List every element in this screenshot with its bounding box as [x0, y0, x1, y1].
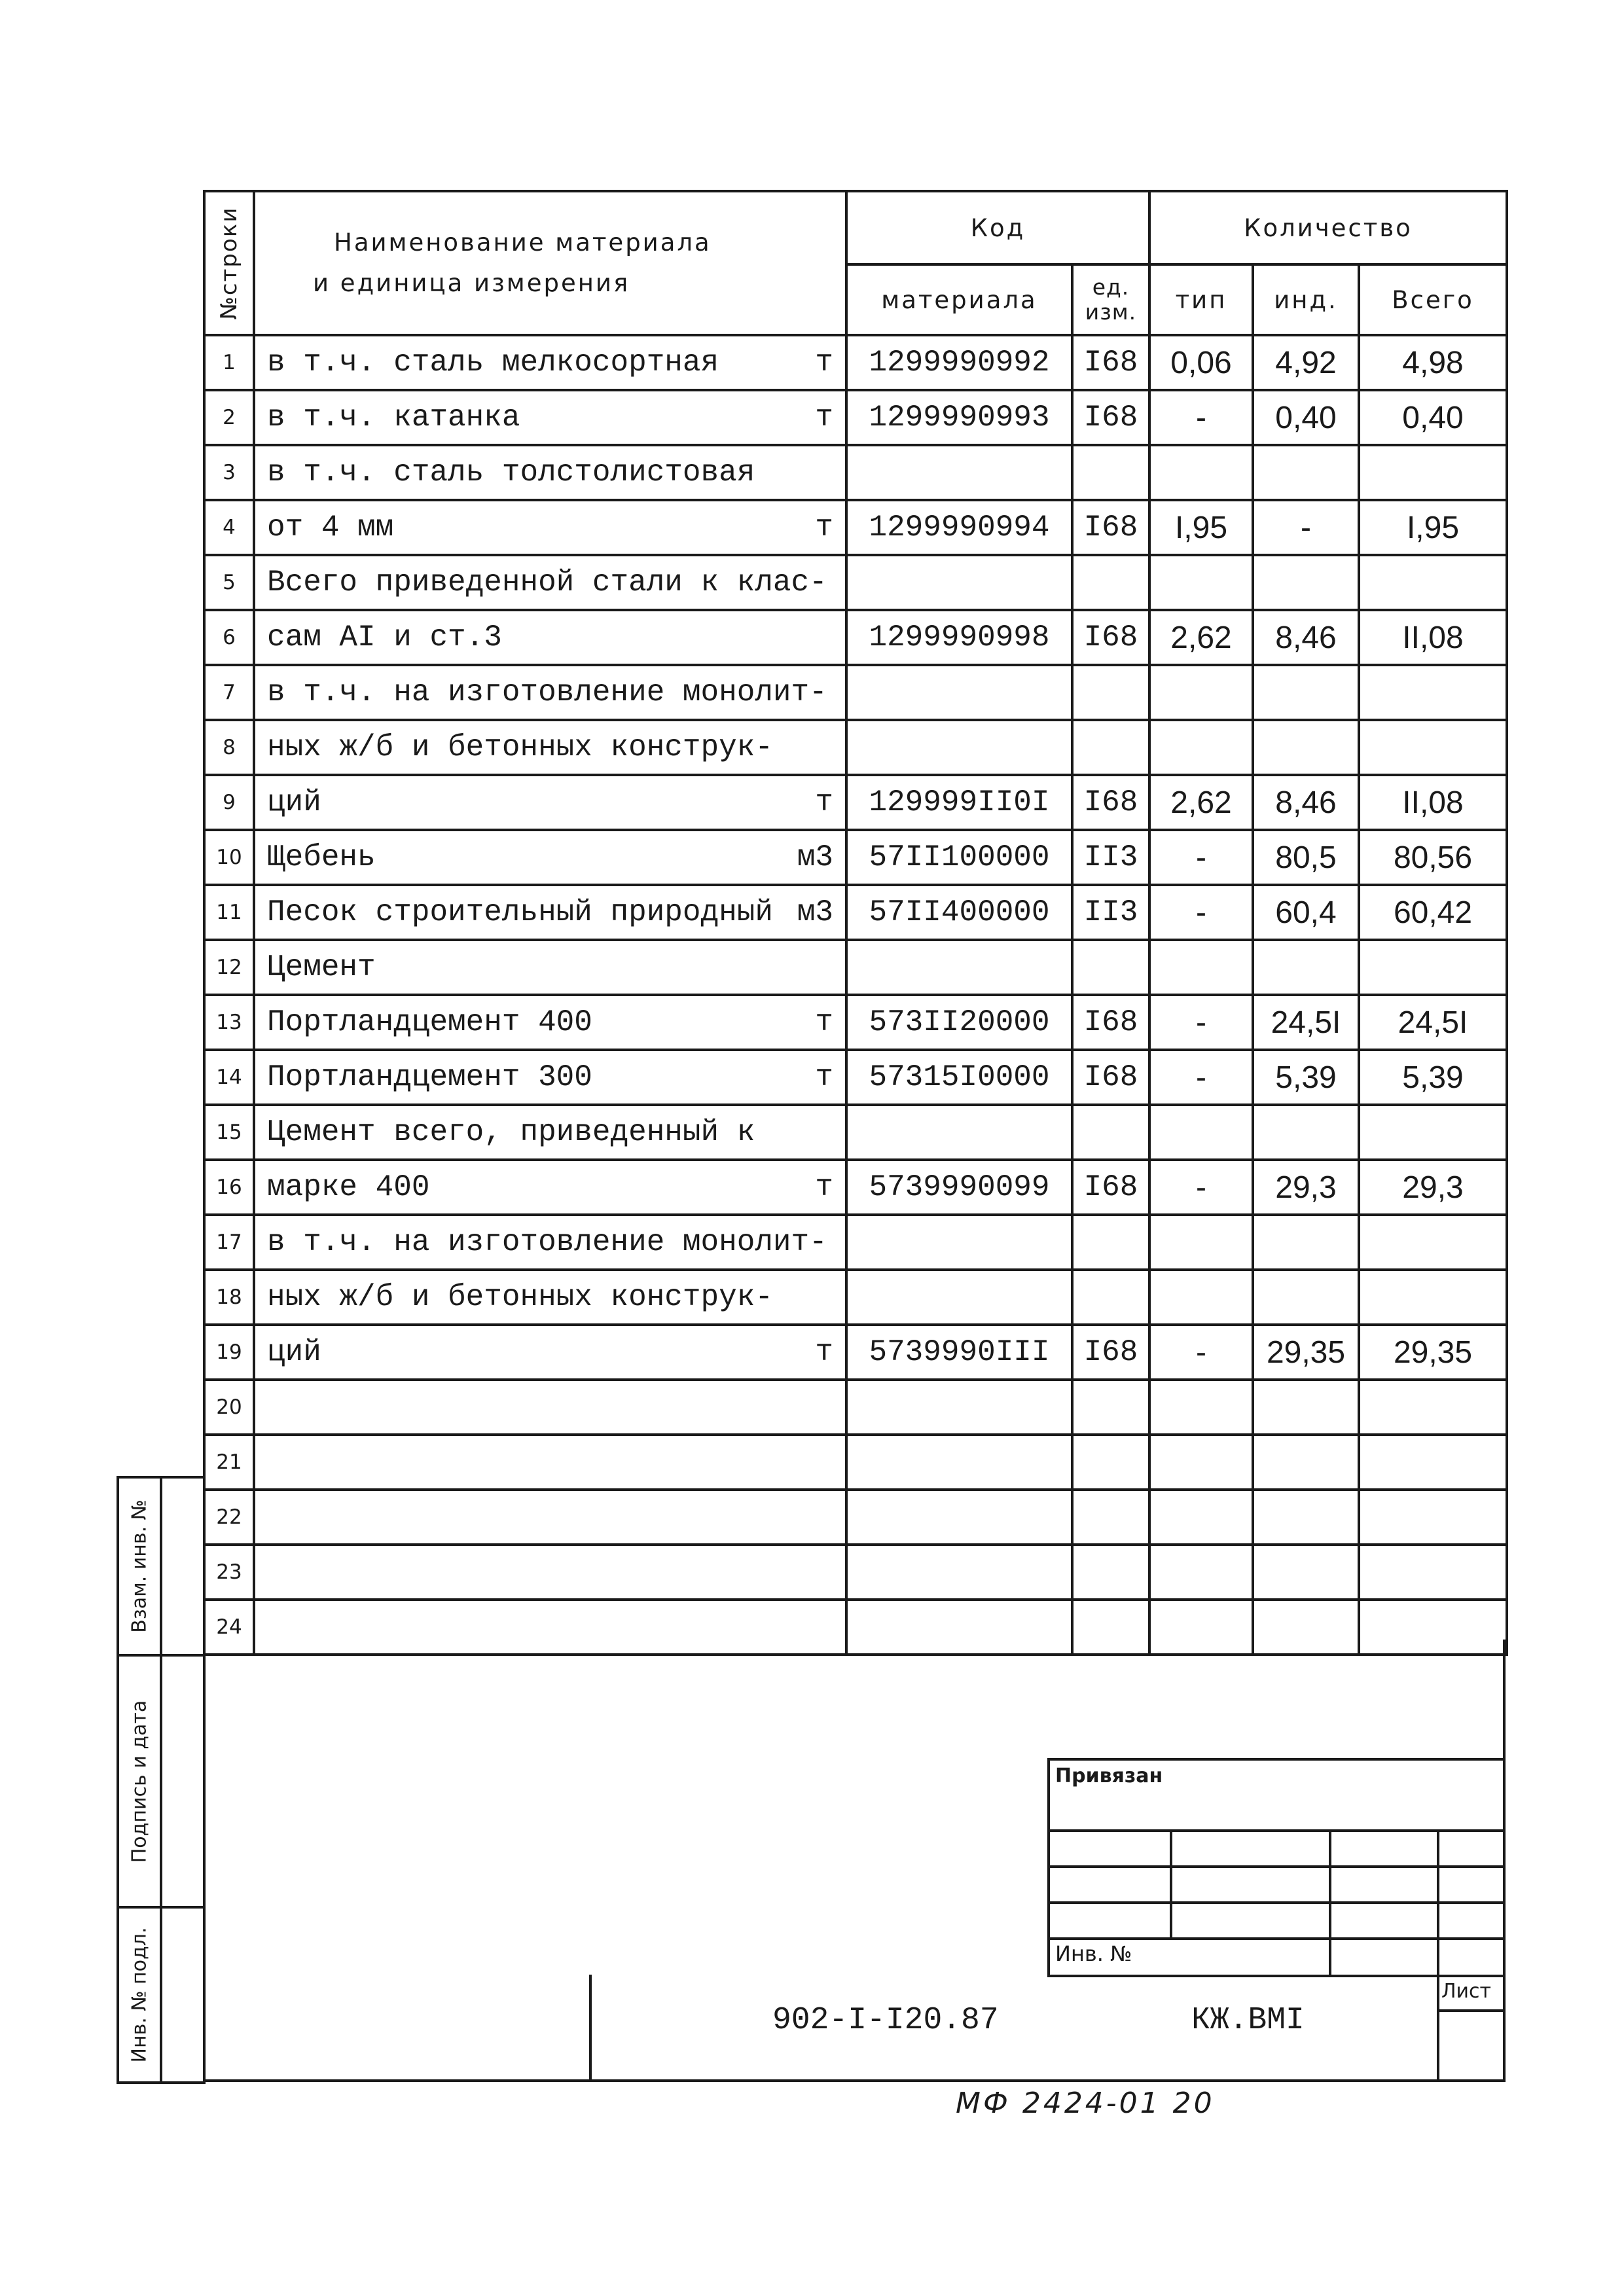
- unit-code: I68: [1072, 1160, 1149, 1215]
- material-name-text: ных ж/б и бетонных конструк-: [267, 1280, 773, 1314]
- qty-ind: [1253, 1600, 1359, 1655]
- unit-code: [1072, 1600, 1149, 1655]
- table-row: [204, 720, 1507, 775]
- material-name: [254, 1490, 846, 1545]
- qty-type: -: [1149, 1160, 1253, 1215]
- unit-letter: м3: [797, 895, 833, 929]
- qty-ind: 8,46: [1253, 775, 1359, 830]
- material-code: [846, 1215, 1072, 1270]
- table-row: [204, 335, 1507, 390]
- material-code: [846, 1545, 1072, 1600]
- material-name: [254, 995, 846, 1050]
- material-code: [846, 940, 1072, 995]
- unit-code: [1072, 1490, 1149, 1545]
- side-label-cell: [118, 1655, 161, 1907]
- unit-letter: т: [815, 1005, 833, 1039]
- material-name: [254, 830, 846, 885]
- qty-total: 5,39: [1359, 1050, 1507, 1105]
- unit-header: ед. изм.: [1072, 264, 1149, 335]
- qty-ind: 29,35: [1253, 1325, 1359, 1380]
- unit-code: I68: [1072, 390, 1149, 445]
- material-code: 57II100000: [846, 830, 1072, 885]
- qty-total: 24,5I: [1359, 995, 1507, 1050]
- ind-qty-header: инд.: [1253, 264, 1359, 335]
- qty-total: II,08: [1359, 610, 1507, 665]
- material-name-header: Наименование материала и единица измерения: [254, 191, 846, 335]
- unit-code: [1072, 1105, 1149, 1160]
- material-code: [846, 720, 1072, 775]
- row-number: 8: [204, 720, 254, 775]
- total-qty-header: Всего: [1359, 264, 1507, 335]
- row-number: 19: [204, 1325, 254, 1380]
- table-row: [204, 1160, 1507, 1215]
- qty-total: I,95: [1359, 500, 1507, 555]
- qty-type: 0,06: [1149, 335, 1253, 390]
- qty-type: 2,62: [1149, 775, 1253, 830]
- row-number: 22: [204, 1490, 254, 1545]
- stamp-grid-line: [1437, 1975, 1439, 2081]
- material-code-header: материала: [846, 264, 1072, 335]
- material-name: [254, 665, 846, 720]
- unit-code: [1072, 555, 1149, 610]
- row-number: 5: [204, 555, 254, 610]
- unit-letter: т: [815, 1170, 833, 1204]
- material-name-text: марке 400: [267, 1170, 430, 1204]
- qty-total: [1359, 445, 1507, 500]
- material-code: [846, 1105, 1072, 1160]
- unit-code: I68: [1072, 1050, 1149, 1105]
- qty-ind: [1253, 940, 1359, 995]
- material-name-text: Портландцемент 400: [267, 1005, 592, 1039]
- row-number: 17: [204, 1215, 254, 1270]
- material-name: [254, 1050, 846, 1105]
- qty-total: [1359, 1380, 1507, 1435]
- qty-total: [1359, 1545, 1507, 1600]
- unit-code: [1072, 1545, 1149, 1600]
- row-number: 16: [204, 1160, 254, 1215]
- material-name: [254, 1600, 846, 1655]
- row-number-header: №строки: [204, 191, 254, 335]
- side-value-cell: [161, 1477, 204, 1655]
- table-row: [204, 775, 1507, 830]
- stamp-grid-line: [1437, 1831, 1439, 1977]
- table-row: [204, 1545, 1507, 1600]
- row-number: 12: [204, 940, 254, 995]
- material-name-text: ций: [267, 785, 321, 819]
- table-row: [204, 1270, 1507, 1325]
- material-name-text: сам AI и ст.3: [267, 620, 502, 655]
- unit-code: I68: [1072, 500, 1149, 555]
- qty-total: [1359, 665, 1507, 720]
- qty-ind: 29,3: [1253, 1160, 1359, 1215]
- qty-ind: 8,46: [1253, 610, 1359, 665]
- table-row: [204, 1050, 1507, 1105]
- row-number: 1: [204, 335, 254, 390]
- qty-type: [1149, 1490, 1253, 1545]
- qty-type: [1149, 1600, 1253, 1655]
- row-number: 10: [204, 830, 254, 885]
- unit-letter: т: [815, 1060, 833, 1094]
- unit-letter: т: [815, 401, 833, 435]
- row-number: 9: [204, 775, 254, 830]
- code-header: Код: [846, 191, 1149, 264]
- material-name-text: Песок строительный природный: [267, 895, 773, 929]
- qty-type: I,95: [1149, 500, 1253, 555]
- unit-code: I68: [1072, 1325, 1149, 1380]
- qty-ind: [1253, 555, 1359, 610]
- table-row: [204, 1600, 1507, 1655]
- unit-letter: т: [815, 785, 833, 819]
- material-name-text: в т.ч. сталь мелкосортная: [267, 346, 719, 380]
- material-code: 57II400000: [846, 885, 1072, 940]
- material-code: [846, 665, 1072, 720]
- qty-ind: 24,5I: [1253, 995, 1359, 1050]
- qty-type: -: [1149, 830, 1253, 885]
- unit-code: II3: [1072, 885, 1149, 940]
- qty-type: -: [1149, 390, 1253, 445]
- unit-code: I68: [1072, 610, 1149, 665]
- side-label-cell: [118, 1907, 161, 2083]
- qty-type: [1149, 1380, 1253, 1435]
- material-name: [254, 720, 846, 775]
- table-row: [204, 1435, 1507, 1490]
- qty-total: 60,42: [1359, 885, 1507, 940]
- qty-type: [1149, 665, 1253, 720]
- table-row: [204, 610, 1507, 665]
- qty-ind: [1253, 1545, 1359, 1600]
- qty-ind: 80,5: [1253, 830, 1359, 885]
- material-name: [254, 1435, 846, 1490]
- material-name: [254, 390, 846, 445]
- inventory-number-label: Инв. №: [1055, 1941, 1132, 1966]
- material-code: 573II20000: [846, 995, 1072, 1050]
- material-name: [254, 775, 846, 830]
- material-code: 1299990994: [846, 500, 1072, 555]
- side-value-cell: [161, 1907, 204, 2083]
- row-number: 6: [204, 610, 254, 665]
- material-code: 1299990998: [846, 610, 1072, 665]
- qty-type: [1149, 720, 1253, 775]
- row-number: 23: [204, 1545, 254, 1600]
- material-code: [846, 1490, 1072, 1545]
- unit-code: [1072, 665, 1149, 720]
- row-number: 2: [204, 390, 254, 445]
- qty-ind: [1253, 1490, 1359, 1545]
- qty-ind: -: [1253, 500, 1359, 555]
- row-number: 11: [204, 885, 254, 940]
- stamp-grid-line: [1329, 1831, 1331, 1977]
- material-name: [254, 885, 846, 940]
- qty-total: [1359, 1215, 1507, 1270]
- table-row: [204, 830, 1507, 885]
- table-row: [204, 500, 1507, 555]
- material-name: [254, 1380, 846, 1435]
- unit-letter: т: [815, 346, 833, 380]
- qty-total: 0,40: [1359, 390, 1507, 445]
- stamp-grid-line: [1047, 1758, 1506, 1761]
- qty-ind: 0,40: [1253, 390, 1359, 445]
- unit-code: [1072, 940, 1149, 995]
- table-row: [204, 1490, 1507, 1545]
- qty-total: [1359, 720, 1507, 775]
- unit-letter: т: [815, 1335, 833, 1369]
- qty-type: [1149, 445, 1253, 500]
- stamp-grid-line: [1170, 1831, 1172, 1939]
- material-name-text: Цемент всего, приведенный к: [267, 1115, 755, 1149]
- document-mark: КЖ.ВМI: [1191, 2003, 1305, 2038]
- unit-code: II3: [1072, 830, 1149, 885]
- table-row: [204, 665, 1507, 720]
- unit-code: [1072, 720, 1149, 775]
- quantity-header: Количество: [1149, 191, 1507, 264]
- material-code: [846, 1600, 1072, 1655]
- materials-table: [203, 190, 1508, 1656]
- material-code: [846, 1270, 1072, 1325]
- qty-type: -: [1149, 995, 1253, 1050]
- table-row: [204, 995, 1507, 1050]
- material-name: [254, 1215, 846, 1270]
- frame-right-border: [1503, 1640, 1506, 2081]
- material-name: [254, 1105, 846, 1160]
- qty-type: [1149, 555, 1253, 610]
- material-name-text: Портландцемент 300: [267, 1060, 592, 1094]
- row-number: 24: [204, 1600, 254, 1655]
- signature-date-label: Подпись и дата: [128, 1700, 151, 1863]
- unit-code: I68: [1072, 775, 1149, 830]
- table-row: [204, 1105, 1507, 1160]
- qty-ind: [1253, 665, 1359, 720]
- qty-total: II,08: [1359, 775, 1507, 830]
- qty-total: 80,56: [1359, 830, 1507, 885]
- material-name-text: Всего приведенной стали к клас-: [267, 565, 827, 600]
- qty-total: [1359, 1490, 1507, 1545]
- unit-code: I68: [1072, 995, 1149, 1050]
- qty-type: [1149, 1105, 1253, 1160]
- material-name-text: ных ж/б и бетонных конструк-: [267, 730, 773, 764]
- side-value-cell: [161, 1655, 204, 1907]
- row-number: 18: [204, 1270, 254, 1325]
- material-name-text: в т.ч. сталь толстолистовая: [267, 456, 755, 490]
- material-code: [846, 555, 1072, 610]
- unit-code: I68: [1072, 335, 1149, 390]
- qty-ind: 5,39: [1253, 1050, 1359, 1105]
- qty-ind: [1253, 1105, 1359, 1160]
- material-code: 1299990992: [846, 335, 1072, 390]
- material-name: [254, 500, 846, 555]
- qty-total: [1359, 1435, 1507, 1490]
- qty-ind: [1253, 445, 1359, 500]
- side-approval-strip: [117, 1476, 206, 2084]
- material-name: [254, 445, 846, 500]
- material-name-text: Щебень: [267, 840, 376, 874]
- material-code: 5739990099: [846, 1160, 1072, 1215]
- unit-code: [1072, 1380, 1149, 1435]
- stamp-grid-line: [589, 1975, 592, 2081]
- footer-note: МФ 2424-01 20: [956, 2087, 1215, 2120]
- qty-type: -: [1149, 885, 1253, 940]
- qty-total: [1359, 1270, 1507, 1325]
- material-name: [254, 610, 846, 665]
- unit-code: [1072, 1270, 1149, 1325]
- material-name: [254, 555, 846, 610]
- row-number: 13: [204, 995, 254, 1050]
- sheet-label: Лист: [1441, 1980, 1492, 2003]
- qty-type: [1149, 1435, 1253, 1490]
- material-name: [254, 1270, 846, 1325]
- row-number: 14: [204, 1050, 254, 1105]
- material-code: 5739990III: [846, 1325, 1072, 1380]
- qty-total: [1359, 1105, 1507, 1160]
- material-code: [846, 1380, 1072, 1435]
- unit-letter: м3: [797, 840, 833, 874]
- material-name-text: Цемент: [267, 950, 376, 984]
- unit-code: [1072, 1215, 1149, 1270]
- material-name: [254, 1325, 846, 1380]
- qty-total: 4,98: [1359, 335, 1507, 390]
- qty-type: -: [1149, 1325, 1253, 1380]
- type-qty-header: тип: [1149, 264, 1253, 335]
- qty-total: 29,3: [1359, 1160, 1507, 1215]
- qty-type: [1149, 1215, 1253, 1270]
- row-number: 21: [204, 1435, 254, 1490]
- table-row: [204, 390, 1507, 445]
- qty-ind: 4,92: [1253, 335, 1359, 390]
- material-name: [254, 940, 846, 995]
- substitute-inv-label: Взам. инв. №: [128, 1499, 151, 1633]
- unit-code: [1072, 445, 1149, 500]
- document-code: 902-I-I20.87: [772, 2003, 999, 2038]
- unit-code: [1072, 1435, 1149, 1490]
- material-code: 129999II0I: [846, 775, 1072, 830]
- qty-ind: 60,4: [1253, 885, 1359, 940]
- bound-label: Привязан: [1055, 1765, 1163, 1787]
- material-code: [846, 1435, 1072, 1490]
- row-number: 3: [204, 445, 254, 500]
- material-name: [254, 335, 846, 390]
- qty-type: [1149, 1270, 1253, 1325]
- qty-ind: [1253, 720, 1359, 775]
- row-number: 15: [204, 1105, 254, 1160]
- material-name: [254, 1545, 846, 1600]
- table-row: [204, 885, 1507, 940]
- material-code: 57315I0000: [846, 1050, 1072, 1105]
- stamp-grid-line: [1437, 2009, 1506, 2012]
- qty-total: [1359, 555, 1507, 610]
- row-number: 7: [204, 665, 254, 720]
- qty-type: -: [1149, 1050, 1253, 1105]
- table-row: [204, 1325, 1507, 1380]
- unit-letter: т: [815, 511, 833, 545]
- original-inv-label: Инв. № подл.: [128, 1927, 151, 2063]
- qty-total: [1359, 940, 1507, 995]
- row-number: 4: [204, 500, 254, 555]
- qty-type: [1149, 940, 1253, 995]
- qty-ind: [1253, 1435, 1359, 1490]
- qty-type: 2,62: [1149, 610, 1253, 665]
- material-code: [846, 445, 1072, 500]
- qty-total: [1359, 1600, 1507, 1655]
- material-name-text: от 4 мм: [267, 511, 394, 545]
- material-name-text: в т.ч. на изготовление монолит-: [267, 1225, 827, 1259]
- materials-table-body: [204, 335, 1507, 1655]
- material-name-text: ций: [267, 1335, 321, 1369]
- qty-type: [1149, 1545, 1253, 1600]
- table-row: [204, 1215, 1507, 1270]
- frame-bottom-border: [203, 2079, 1506, 2082]
- table-row: [204, 445, 1507, 500]
- material-code: 1299990993: [846, 390, 1072, 445]
- material-name: [254, 1160, 846, 1215]
- material-name-text: в т.ч. на изготовление монолит-: [267, 675, 827, 709]
- table-row: [204, 1380, 1507, 1435]
- qty-ind: [1253, 1380, 1359, 1435]
- qty-ind: [1253, 1215, 1359, 1270]
- row-number: 20: [204, 1380, 254, 1435]
- table-row: [204, 940, 1507, 995]
- qty-ind: [1253, 1270, 1359, 1325]
- side-label-cell: [118, 1477, 161, 1655]
- material-name-text: в т.ч. катанка: [267, 401, 520, 435]
- qty-total: 29,35: [1359, 1325, 1507, 1380]
- table-row: [204, 555, 1507, 610]
